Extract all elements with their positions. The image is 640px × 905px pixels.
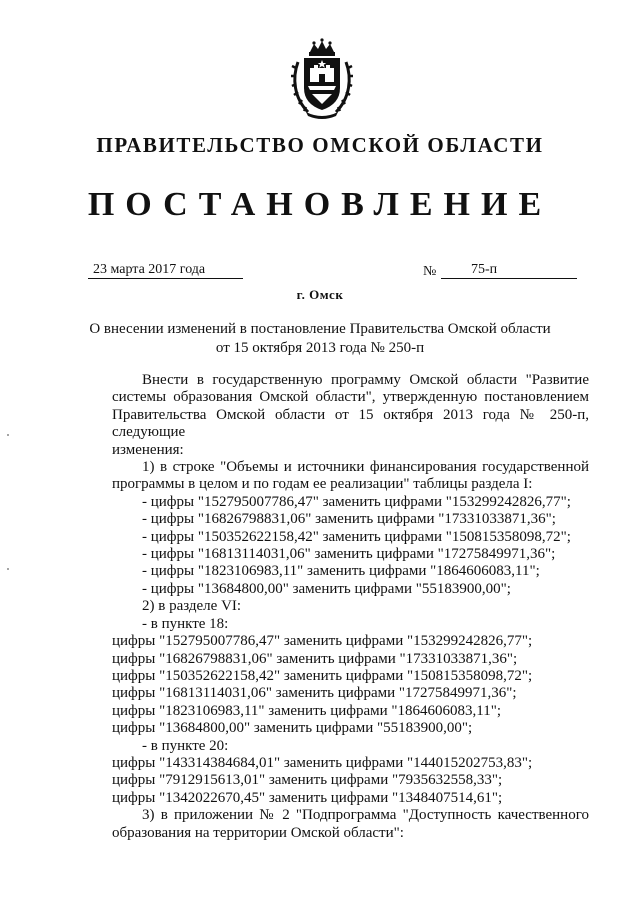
body-line: 1) в строке "Объемы и источники финансирования государственной	[142, 459, 589, 476]
body-line: 2) в разделе VI:	[142, 598, 242, 615]
list-item: цифры "7912915613,01" заменить цифрами "7935632558,33";	[112, 772, 503, 789]
coat-of-arms-emblem-icon	[290, 38, 354, 120]
list-item: цифры "1823106983,11" заменить цифрами "1864606083,11";	[112, 702, 502, 719]
list-item: - цифры "1823106983,11" заменить цифрами "1864606083,11";	[142, 563, 540, 580]
list-item: цифры "152795007786,47" заменить цифрами "153299242826,77";	[112, 633, 533, 650]
body-line: образования на территории Омской области":	[112, 824, 404, 841]
list-item: цифры "13684800,00" заменить цифрами "55183900,00";	[112, 720, 473, 737]
document-body	[112, 372, 589, 842]
scan-speck	[7, 568, 9, 570]
body-line: Внести в государственную программу Омской области "Развитие	[142, 372, 589, 388]
list-item: цифры "16813114031,06" заменить цифрами "17275849971,36";	[112, 685, 517, 702]
list-item: - цифры "16813114031,06" заменить цифрами "17275849971,36";	[142, 546, 556, 563]
body-line: - в пункте 20:	[142, 737, 229, 754]
scan-speck	[7, 434, 9, 436]
body-line: Правительства Омской области от 15 октября 2013 года № 250-п, следующие	[112, 406, 589, 441]
city-name: г. Омск	[296, 287, 344, 302]
body-line: 3) в приложении № 2 "Подпрограмма "Доступность качественного	[142, 807, 589, 824]
list-item: цифры "143314384684,01" заменить цифрами "144015202753,83";	[112, 754, 533, 771]
list-item: цифры "1342022670,45" заменить цифрами "1348407514,61";	[112, 789, 503, 806]
subject-line: О внесении изменений в постановление Правительства Омской области	[89, 321, 551, 337]
number-label: №	[423, 264, 437, 279]
list-item: - цифры "150352622158,42" заменить цифрами "150815358098,72";	[142, 528, 571, 545]
document-number: 75-п	[441, 262, 577, 279]
body-line: программы в целом и по годам ее реализации" таблицы раздела I:	[112, 476, 533, 493]
document-date: 23 марта 2017 года	[88, 262, 243, 279]
document-type-title: ПОСТАНОВЛЕНИЕ	[87, 186, 553, 223]
list-item: - цифры "16826798831,06" заменить цифрами "17331033871,36";	[142, 511, 556, 528]
body-line: - в пункте 18:	[142, 615, 229, 632]
subject-line: от 15 октября 2013 года № 250-п	[215, 340, 425, 356]
body-line: системы образования Омской области", утвержденную постановлением	[112, 389, 589, 406]
body-line: изменения:	[112, 441, 184, 458]
document-subject	[0, 320, 640, 358]
government-title: ПРАВИТЕЛЬСТВО ОМСКОЙ ОБЛАСТИ	[96, 133, 544, 157]
list-item: цифры "150352622158,42" заменить цифрами "150815358098,72";	[112, 667, 533, 684]
list-item: цифры "16826798831,06" заменить цифрами "17331033871,36";	[112, 650, 518, 667]
list-item: - цифры "13684800,00" заменить цифрами "55183900,00";	[142, 580, 511, 597]
list-item: - цифры "152795007786,47" заменить цифрами "153299242826,77";	[142, 493, 571, 510]
